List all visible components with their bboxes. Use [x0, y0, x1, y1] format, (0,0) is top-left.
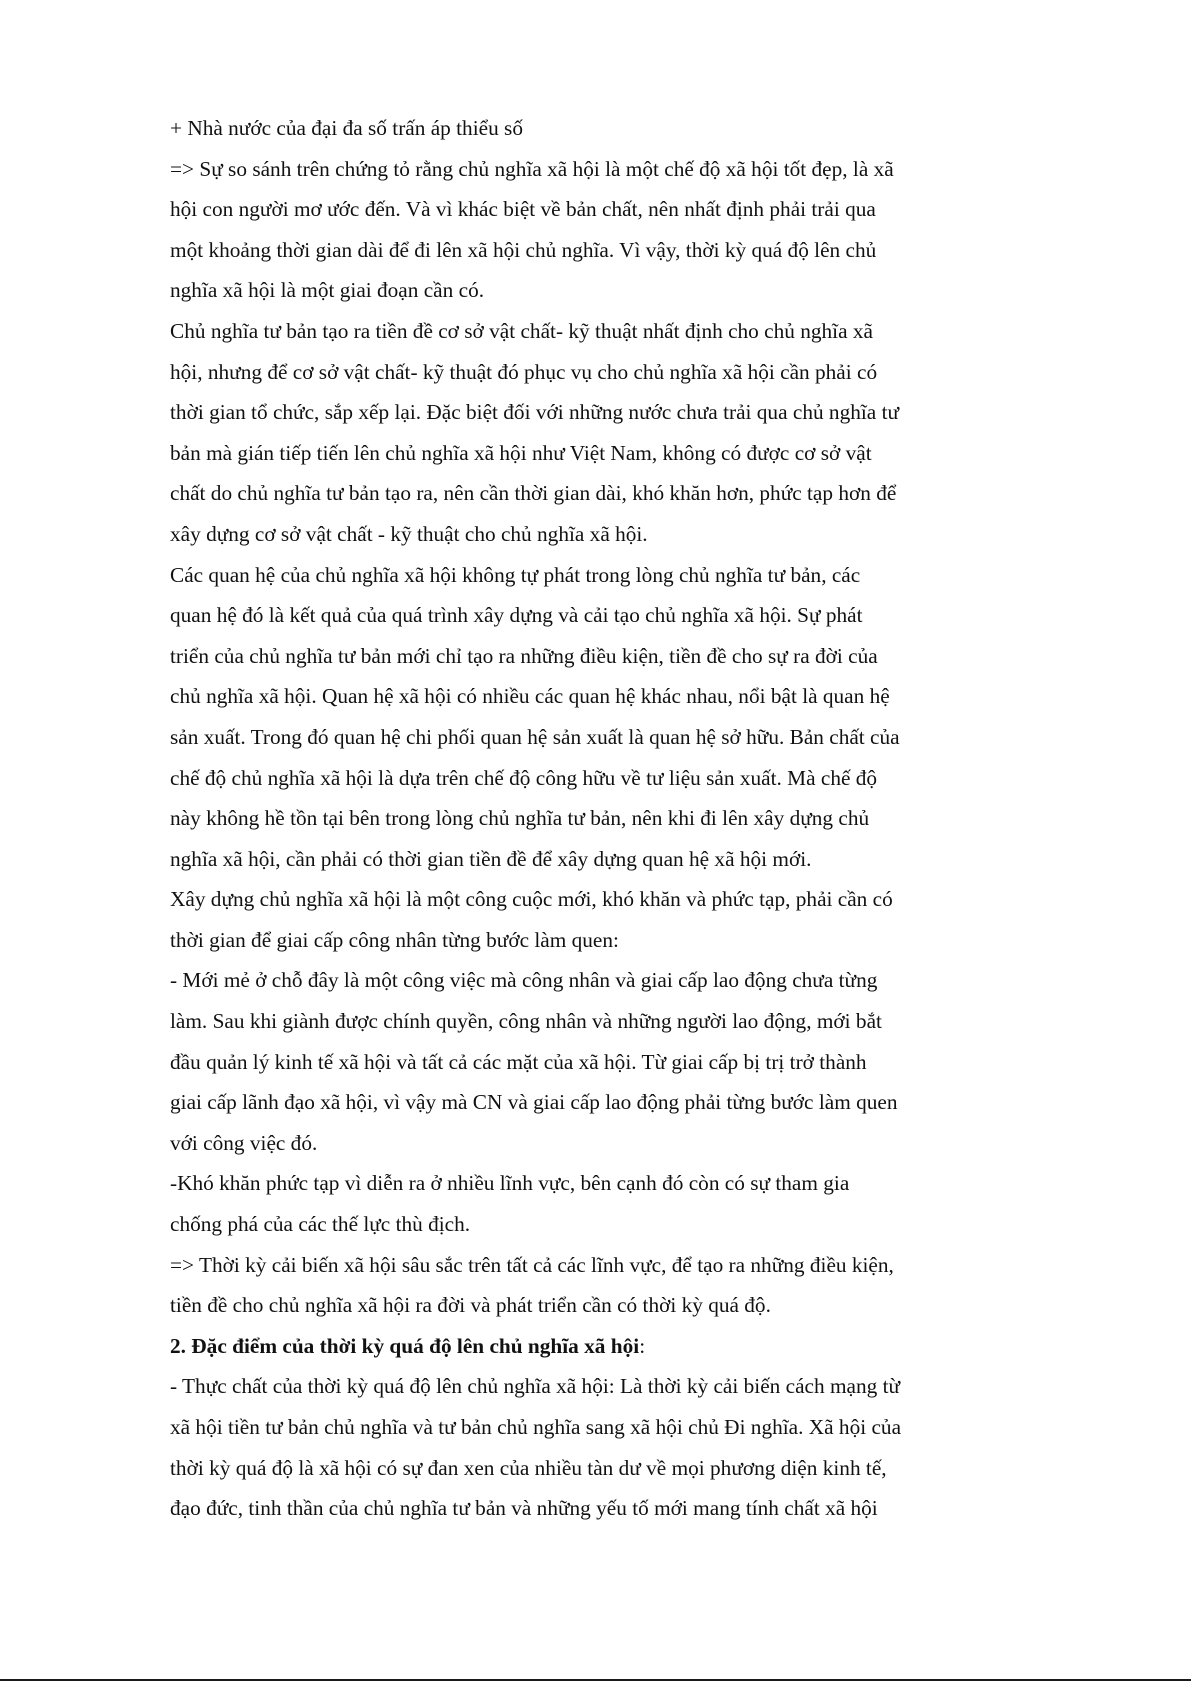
text-line: tiền đề cho chủ nghĩa xã hội ra đời và phát triển cần có thời kỳ quá độ. [170, 1293, 771, 1318]
text-line: thời gian tổ chức, sắp xếp lại. Đặc biệt đối với những nước chưa trải qua chủ nghĩa tư [170, 400, 900, 425]
text-line: + Nhà nước của đại đa số trấn áp thiểu số [170, 116, 523, 140]
text-line: làm. Sau khi giành được chính quyền, công nhân và những người lao động, mới bắt [170, 1009, 882, 1034]
text-line: chủ nghĩa xã hội. Quan hệ xã hội có nhiều các quan hệ khác nhau, nổi bật là quan hệ [170, 684, 890, 709]
text-line: Chủ nghĩa tư bản tạo ra tiền đề cơ sở vật chất- kỹ thuật nhất định cho chủ nghĩa xã [170, 318, 873, 343]
text-line: -Khó khăn phức tạp vì diễn ra ở nhiều lĩnh vực, bên cạnh đó còn có sự tham gia [170, 1171, 850, 1196]
text-line: đạo đức, tinh thần của chủ nghĩa tư bản và những yếu tố mới mang tính chất xã hội [170, 1496, 878, 1521]
text-line: Xây dựng chủ nghĩa xã hội là một công cuộc mới, khó khăn và phức tạp, phải cần có [170, 887, 893, 912]
text-line: Các quan hệ của chủ nghĩa xã hội không tự phát trong lòng chủ nghĩa tư bản, các [170, 562, 861, 587]
text-line: => Sự so sánh trên chứng tỏ rằng chủ nghĩa xã hội là một chế độ xã hội tốt đẹp, là xã [170, 156, 894, 181]
text-line: quan hệ đó là kết quả của quá trình xây dựng và cải tạo chủ nghĩa xã hội. Sự phát [170, 603, 863, 628]
text-line: nghĩa xã hội là một giai đoạn cần có. [170, 278, 485, 303]
text-line: chế độ chủ nghĩa xã hội là dựa trên chế độ công hữu về tư liệu sản xuất. Mà chế độ [170, 765, 878, 790]
text-line: đầu quản lý kinh tế xã hội và tất cả các mặt của xã hội. Từ giai cấp bị trị trở thành [170, 1049, 867, 1074]
text-line: chống phá của các thế lực thù địch. [170, 1212, 471, 1237]
document-body [170, 108, 1005, 1529]
page-bottom-divider [0, 1679, 1191, 1681]
text-line: thời gian để giai cấp công nhân từng bước làm quen: [170, 927, 619, 952]
text-line: - Mới mẻ ở chỗ đây là một công việc mà công nhân và giai cấp lao động chưa từng [170, 968, 878, 993]
text-line: này không hề tồn tại bên trong lòng chủ nghĩa tư bản, nên khi đi lên xây dựng chủ [170, 806, 870, 831]
text-line: với công việc đó. [170, 1130, 318, 1155]
text-line: hội con người mơ ước đến. Và vì khác biệt về bản chất, nên nhất định phải trải qua [170, 197, 876, 222]
text-line: - Thực chất của thời kỳ quá độ lên chủ nghĩa xã hội: Là thời kỳ cải biến cách mạng từ [170, 1374, 901, 1399]
text-line: hội, nhưng để cơ sở vật chất- kỹ thuật đó phục vụ cho chủ nghĩa xã hội cần phải có [170, 359, 878, 384]
text-line: triển của chủ nghĩa tư bản mới chỉ tạo ra những điều kiện, tiền đề cho sự ra đời của [170, 643, 878, 668]
text-line: một khoảng thời gian dài để đi lên xã hội chủ nghĩa. Vì vậy, thời kỳ quá độ lên chủ [170, 237, 877, 262]
text-line: sản xuất. Trong đó quan hệ chi phối quan hệ sản xuất là quan hệ sở hữu. Bản chất của [170, 724, 900, 749]
text-line: => Thời kỳ cải biến xã hội sâu sắc trên tất cả các lĩnh vực, để tạo ra những điều kiện, [170, 1252, 894, 1277]
text-line: giai cấp lãnh đạo xã hội, vì vậy mà CN và giai cấp lao động phải từng bước làm quen [170, 1090, 898, 1115]
section-heading [170, 1326, 1005, 1367]
text-line: bản mà gián tiếp tiến lên chủ nghĩa xã hội như Việt Nam, không có được cơ sở vật [170, 440, 872, 465]
section-heading-colon: : [639, 1333, 646, 1358]
text-line: chất do chủ nghĩa tư bản tạo ra, nên cần thời gian dài, khó khăn hơn, phức tạp hơn để [170, 481, 897, 506]
text-line: xây dựng cơ sở vật chất - kỹ thuật cho chủ nghĩa xã hội. [170, 521, 648, 546]
text-line: thời kỳ quá độ là xã hội có sự đan xen của nhiều tàn dư về mọi phương diện kinh tế, [170, 1455, 887, 1480]
text-line: xã hội tiền tư bản chủ nghĩa và tư bản chủ nghĩa sang xã hội chủ Đi nghĩa. Xã hội của [170, 1415, 902, 1439]
section-heading-text: 2. Đặc điểm của thời kỳ quá độ lên chủ nghĩa xã hội [170, 1333, 640, 1358]
text-line: nghĩa xã hội, cần phải có thời gian tiền đề để xây dựng quan hệ xã hội mới. [170, 846, 812, 871]
